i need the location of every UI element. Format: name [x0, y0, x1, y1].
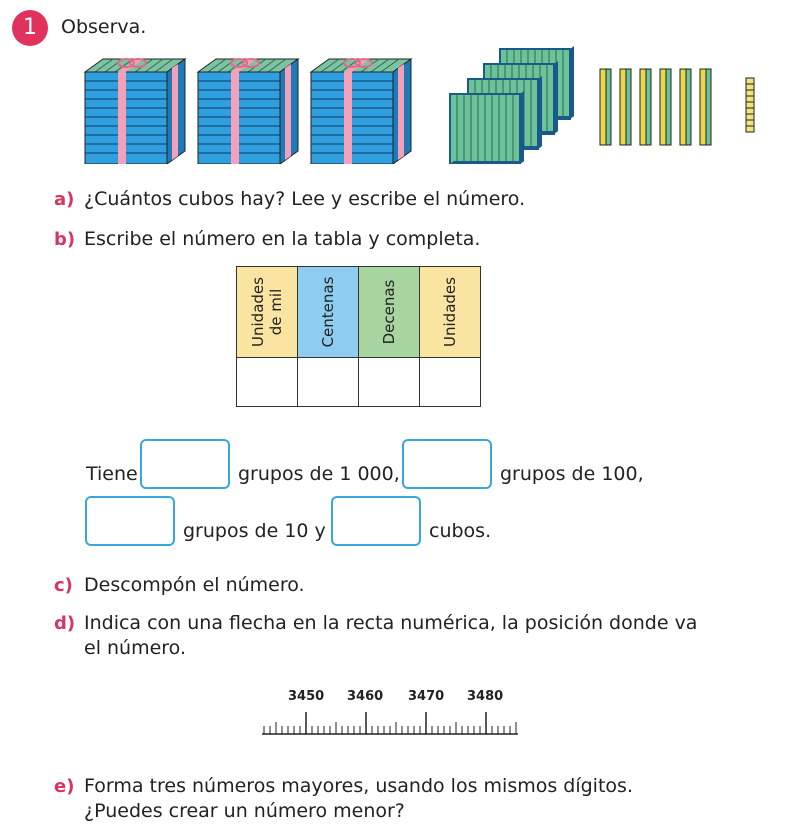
header-units-label: Unidades [441, 277, 459, 347]
question-d [54, 612, 697, 634]
number-line-label-3460: 3460 [347, 689, 384, 704]
sentence-groups-1000: grupos de 1 000, [238, 463, 400, 485]
cell-units-input[interactable] [420, 358, 481, 407]
header-thousands-line1: Unidades [249, 277, 267, 347]
header-tens [359, 267, 420, 358]
cell-thousands-input[interactable] [237, 358, 298, 407]
header-thousands-line2: de mil [267, 288, 285, 336]
place-value-table [236, 266, 481, 407]
question-d-letter: d) [54, 613, 76, 634]
cell-tens-input[interactable] [359, 358, 420, 407]
base-ten-blocks-illustration [80, 44, 770, 164]
answer-box-units[interactable] [331, 496, 421, 546]
question-b-letter: b) [54, 229, 76, 250]
question-c [54, 574, 305, 596]
question-e-line2: ¿Puedes crear un número menor? [84, 800, 405, 822]
question-a [54, 188, 525, 210]
question-b-text: Escribe el número en la tabla y completa. [84, 228, 481, 250]
question-c-letter: c) [54, 575, 73, 596]
header-hundreds-label: Centenas [319, 276, 337, 348]
answer-box-hundreds[interactable] [402, 439, 492, 489]
sentence-groups-10: grupos de 10 y [183, 520, 326, 542]
header-units [420, 267, 481, 358]
question-a-text: ¿Cuántos cubos hay? Lee y escribe el número. [84, 188, 526, 210]
exercise-number-badge: 1 [12, 10, 48, 46]
answer-box-tens[interactable] [85, 496, 175, 546]
number-line[interactable] [260, 704, 522, 738]
answer-box-thousands[interactable] [140, 439, 230, 489]
header-thousands [237, 267, 298, 358]
header-tens-label: Decenas [380, 279, 398, 345]
question-d-line1: Indica con una flecha en la recta numérica, la posición donde va [84, 612, 698, 634]
sentence-word-tiene: Tiene [86, 463, 138, 485]
number-line-label-3470: 3470 [408, 689, 445, 704]
question-e-letter: e) [54, 776, 75, 797]
question-b [54, 228, 480, 250]
sentence-groups-100: grupos de 100, [500, 463, 644, 485]
sentence-cubes: cubos. [429, 520, 492, 542]
exercise-instruction: Observa. [61, 16, 147, 38]
number-line-label-3450: 3450 [288, 689, 325, 704]
question-e-line1: Forma tres números mayores, usando los mismos dígitos. [84, 775, 633, 797]
number-line-label-3480: 3480 [467, 689, 504, 704]
cell-hundreds-input[interactable] [298, 358, 359, 407]
question-a-letter: a) [54, 189, 75, 210]
question-d-line2: el número. [84, 637, 187, 659]
question-c-text: Descompón el número. [84, 574, 305, 596]
question-e [54, 775, 633, 797]
header-hundreds [298, 267, 359, 358]
